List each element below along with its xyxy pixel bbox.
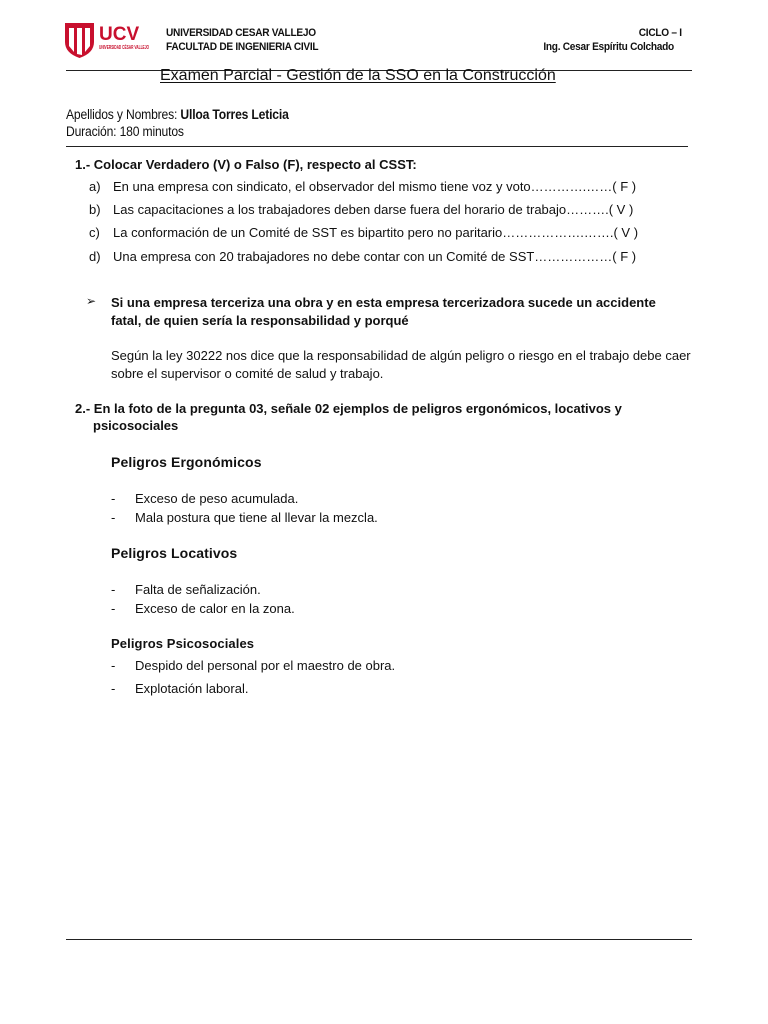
item-label: d) bbox=[89, 249, 101, 264]
item-text: Explotación laboral. bbox=[135, 681, 249, 696]
dash-bullet: - bbox=[111, 681, 116, 696]
instructor-name: Ing. Cesar Espíritu Colchado bbox=[543, 41, 674, 53]
sub-question: Si una empresa terceriza una obra y en esta empresa tercerizadora sucede un accidente fatal, de quien sería la responsabilidad y porqué bbox=[111, 295, 656, 328]
logo-subtext: UNIVERSIDAD CÉSAR VALLEJO bbox=[99, 45, 177, 51]
info-rule bbox=[66, 146, 688, 147]
cycle-label: CICLO – I bbox=[638, 27, 682, 39]
faculty-name: FACULTAD DE INGENIERIA CIVIL bbox=[166, 41, 319, 53]
question-2-title-cont: psicosociales bbox=[93, 418, 179, 433]
item-label: c) bbox=[89, 225, 100, 240]
item-text: Despido del personal por el maestro de obra. bbox=[135, 658, 396, 673]
question-1-title: 1.- Colocar Verdadero (V) o Falso (F), respecto al CSST: bbox=[75, 157, 417, 172]
item-text: Falta de señalización. bbox=[135, 582, 261, 597]
dash-bullet: - bbox=[111, 510, 116, 525]
student-name-label: Apellidos y Nombres: bbox=[66, 107, 181, 122]
sub-answer: Según la ley 30222 nos dice que la responsabilidad de algún peligro o riesgo en el trabajo debe caer sobre el supervisor o comité de salud y trabajo. bbox=[111, 348, 691, 381]
item-text: Exceso de calor en la zona. bbox=[135, 601, 295, 616]
item-text: En una empresa con sindicato, el observador del mismo tiene voz y voto………….……( F ) bbox=[113, 179, 637, 194]
exam-duration: Duración: 180 minutos bbox=[66, 124, 184, 139]
item-text: Mala postura que tiene al llevar la mezcla. bbox=[135, 510, 378, 525]
footer-rule bbox=[66, 939, 692, 940]
heading-psychosocial: Peligros Psicosociales bbox=[111, 636, 255, 651]
ucv-logo bbox=[64, 20, 177, 60]
dash-bullet: - bbox=[111, 491, 116, 506]
item-text: Las capacitaciones a los trabajadores deben darse fuera del horario de trabajo……….( V ) bbox=[113, 202, 634, 217]
heading-locative: Peligros Locativos bbox=[111, 545, 238, 561]
logo-wordmark: UCV bbox=[99, 24, 140, 45]
university-name: UNIVERSIDAD CESAR VALLEJO bbox=[166, 27, 316, 39]
dash-bullet: - bbox=[111, 582, 116, 597]
item-label: a) bbox=[89, 179, 101, 194]
ucv-shield-icon bbox=[65, 23, 94, 58]
question-2-title: 2.- En la foto de la pregunta 03, señale 02 ejemplos de peligros ergonómicos, locativos y bbox=[75, 401, 622, 416]
arrow-bullet-icon: ➢ bbox=[86, 294, 97, 308]
student-name-value: Ulloa Torres Leticia bbox=[180, 107, 289, 122]
exam-title: Examen Parcial - Gestión de la SSO en la Construcción bbox=[160, 67, 556, 84]
dash-bullet: - bbox=[111, 601, 116, 616]
dash-bullet: - bbox=[111, 658, 116, 673]
item-text: Exceso de peso acumulada. bbox=[135, 491, 299, 506]
student-line bbox=[66, 107, 289, 122]
item-text: La conformación de un Comité de SST es bipartito pero no paritario……………….…….( V ) bbox=[113, 225, 639, 240]
item-text: Una empresa con 20 trabajadores no debe contar con un Comité de SST………………( F ) bbox=[113, 249, 637, 264]
heading-ergonomic: Peligros Ergonómicos bbox=[111, 454, 262, 470]
item-label: b) bbox=[89, 202, 101, 217]
